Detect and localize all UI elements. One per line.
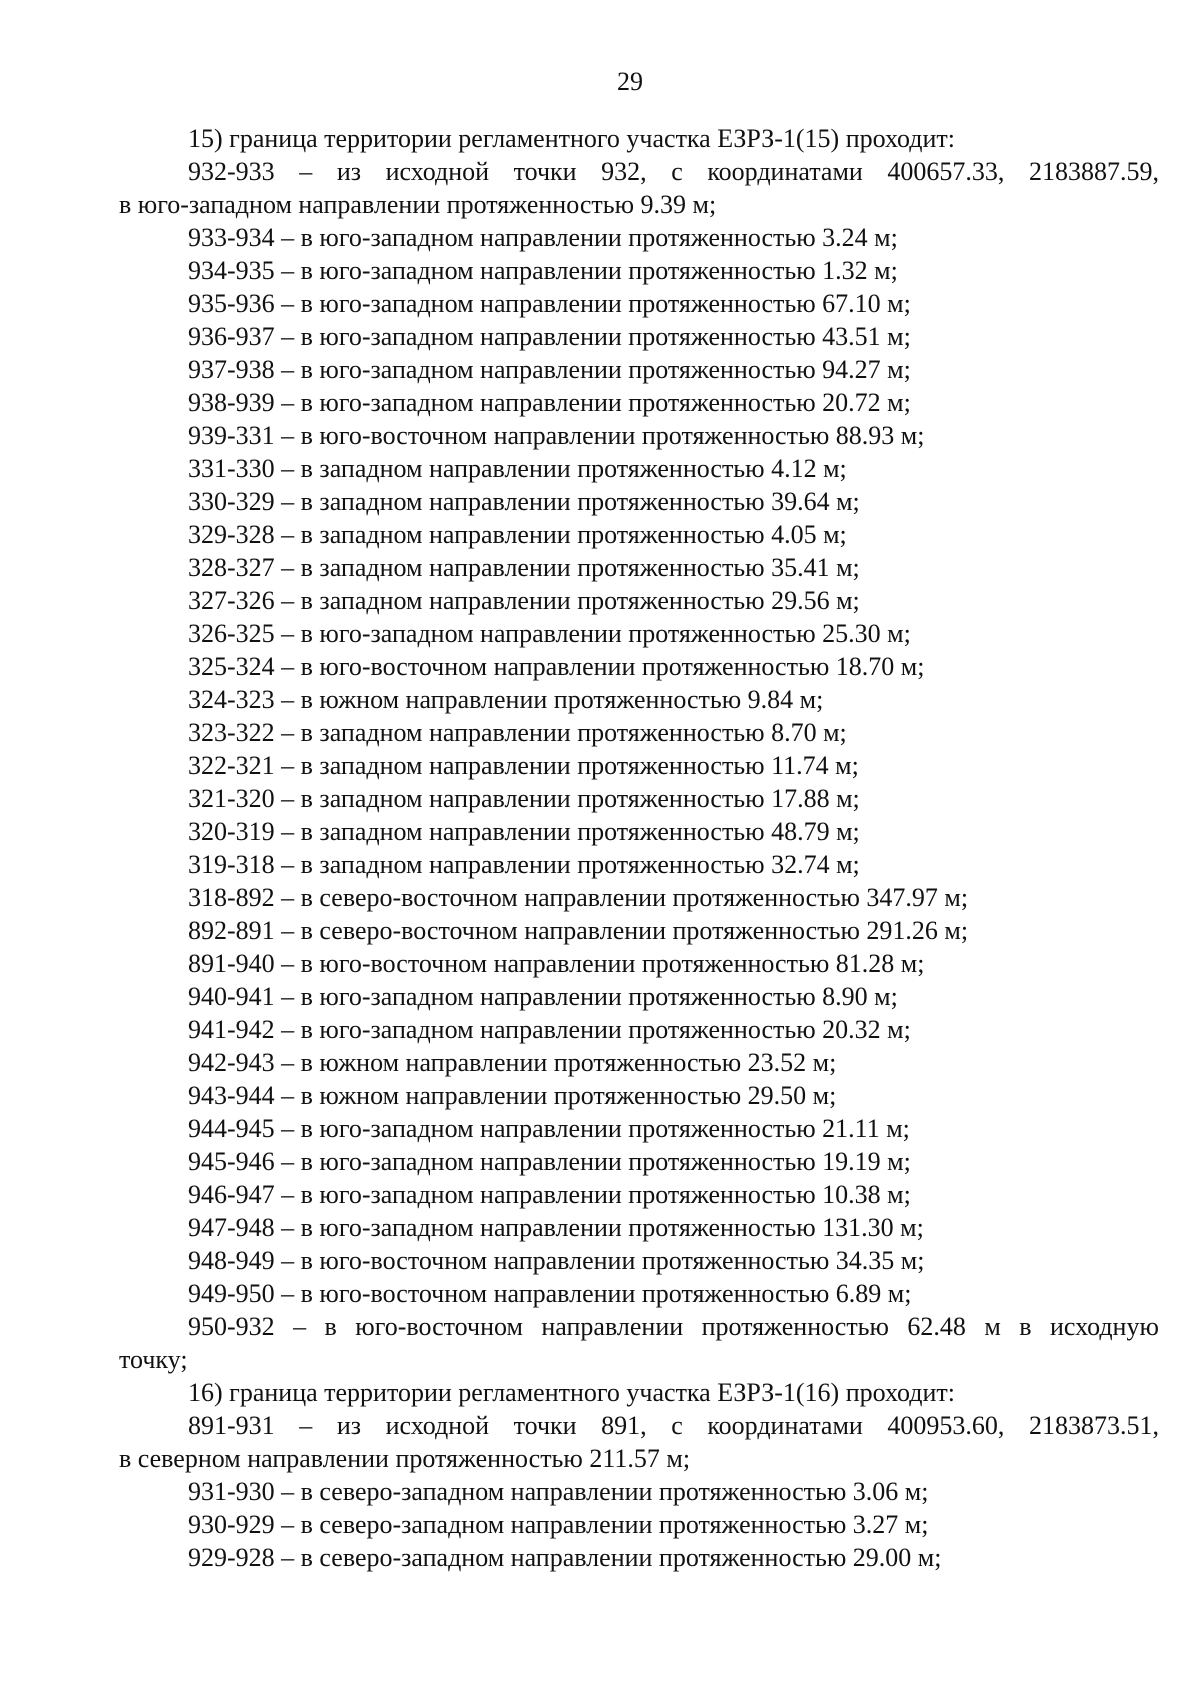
boundary-segment-line: 320-319 – в западном направлении протяженностью 48.79 м; — [188, 817, 860, 846]
word: в — [1019, 1312, 1032, 1341]
boundary-segment-line: 321-320 – в западном направлении протяженностью 17.88 м; — [188, 784, 860, 813]
word: точки — [513, 1411, 577, 1440]
boundary-segment-line: 938-939 – в юго-западном направлении протяженностью 20.72 м; — [188, 388, 911, 417]
word: направлении — [541, 1312, 684, 1341]
document-body — [119, 122, 1159, 1574]
word: – — [299, 157, 313, 186]
word: координатами — [707, 157, 863, 186]
boundary-segment-line: 941-942 – в юго-западном направлении протяженностью 20.32 м; — [188, 1015, 911, 1044]
boundary-segment-line: 891-940 – в юго-восточном направлении протяженностью 81.28 м; — [188, 949, 925, 978]
boundary-segment-line: 330-329 – в западном направлении протяженностью 39.64 м; — [188, 487, 860, 516]
section-15-first-segment — [119, 155, 1159, 188]
boundary-segment-line: 322-321 – в западном направлении протяженностью 11.74 м; — [188, 751, 859, 780]
word: 950-932 — [188, 1312, 275, 1341]
word: координатами — [707, 1411, 863, 1440]
word: исходную — [1049, 1312, 1159, 1341]
boundary-segment-line: 940-941 – в юго-западном направлении протяженностью 8.90 м; — [188, 982, 898, 1011]
boundary-segment-line: 319-318 – в западном направлении протяженностью 32.74 м; — [188, 850, 860, 879]
word: 891, — [601, 1411, 647, 1440]
word: 400953.60, — [887, 1411, 1005, 1440]
word: исходной — [385, 1411, 490, 1440]
word: в — [324, 1312, 337, 1341]
word: юго-восточном — [355, 1312, 523, 1341]
word: м — [984, 1312, 1001, 1341]
boundary-segment-line: 331-330 – в западном направлении протяженностью 4.12 м; — [188, 454, 847, 483]
boundary-segment-line: 948-949 – в юго-восточном направлении протяженностью 34.35 м; — [188, 1246, 925, 1275]
boundary-segment-line: 939-331 – в юго-восточном направлении протяженностью 88.93 м; — [188, 421, 925, 450]
boundary-segment-line: 949-950 – в юго-восточном направлении протяженностью 6.89 м; — [188, 1279, 912, 1308]
word: 2183873.51, — [1029, 1411, 1159, 1440]
section-16-segment-list — [119, 1475, 1159, 1574]
boundary-segment-line: 934-935 – в юго-западном направлении протяженностью 1.32 м; — [188, 256, 898, 285]
boundary-segment-line: 892-891 – в северо-восточном направлении протяженностью 291.26 м; — [188, 916, 969, 945]
word: с — [671, 1411, 683, 1440]
boundary-segment-line: 943-944 – в южном направлении протяженностью 29.50 м; — [188, 1081, 837, 1110]
word: 62.48 — [907, 1312, 966, 1341]
boundary-segment-line: 945-946 – в юго-западном направлении протяженностью 19.19 м; — [188, 1147, 911, 1176]
word: 400657.33, — [887, 157, 1005, 186]
word: – — [299, 1411, 313, 1440]
word: 932, — [601, 157, 647, 186]
page-number: 29 — [617, 67, 643, 96]
boundary-segment-line: 944-945 – в юго-западном направлении протяженностью 21.11 м; — [188, 1114, 910, 1143]
boundary-segment-line: 327-326 – в западном направлении протяженностью 29.56 м; — [188, 586, 860, 615]
word: 932-933 — [188, 157, 275, 186]
section-15-segment-list — [119, 221, 1159, 1310]
boundary-segment-line: 946-947 – в юго-западном направлении протяженностью 10.38 м; — [188, 1180, 911, 1209]
section-15-heading: 15) граница территории регламентного участка ЕЗРЗ-1(15) проходит: — [188, 124, 955, 153]
boundary-segment-line: 947-948 – в юго-западном направлении протяженностью 131.30 м; — [188, 1213, 924, 1242]
word: точки — [513, 157, 577, 186]
section-15-last-segment-continuation: точку; — [119, 1345, 188, 1374]
boundary-segment-line: 936-937 – в юго-западном направлении протяженностью 43.51 м; — [188, 322, 911, 351]
section-16-heading: 16) граница территории регламентного участка ЕЗРЗ-1(16) проходит: — [188, 1378, 955, 1407]
boundary-segment-line: 933-934 – в юго-западном направлении протяженностью 3.24 м; — [188, 223, 898, 252]
word: из — [336, 157, 362, 186]
boundary-segment-line: 324-323 – в южном направлении протяженностью 9.84 м; — [188, 685, 824, 714]
word: 2183887.59, — [1029, 157, 1159, 186]
boundary-segment-line: 328-327 – в западном направлении протяженностью 35.41 м; — [188, 553, 860, 582]
boundary-segment-line: 931-930 – в северо-западном направлении протяженностью 3.06 м; — [188, 1477, 929, 1506]
boundary-segment-line: 935-936 – в юго-западном направлении протяженностью 67.10 м; — [188, 289, 911, 318]
section-16-first-segment — [119, 1409, 1159, 1442]
word: 891-931 — [188, 1411, 275, 1440]
word: исходной — [385, 157, 490, 186]
section-16-first-segment-continuation: в северном направлении протяженностью 211.57 м; — [119, 1444, 691, 1473]
boundary-segment-line: 930-929 – в северо-западном направлении протяженностью 3.27 м; — [188, 1510, 929, 1539]
boundary-segment-line: 318-892 – в северо-восточном направлении протяженностью 347.97 м; — [188, 883, 969, 912]
section-15-first-segment-continuation: в юго-западном направлении протяженностью 9.39 м; — [119, 190, 717, 219]
section-15-last-segment — [119, 1310, 1159, 1343]
boundary-segment-line: 937-938 – в юго-западном направлении протяженностью 94.27 м; — [188, 355, 911, 384]
word: с — [671, 157, 683, 186]
boundary-segment-line: 929-928 – в северо-западном направлении протяженностью 29.00 м; — [188, 1543, 942, 1572]
boundary-segment-line: 323-322 – в западном направлении протяженностью 8.70 м; — [188, 718, 847, 747]
boundary-segment-line: 942-943 – в южном направлении протяженностью 23.52 м; — [188, 1048, 837, 1077]
boundary-segment-line: 329-328 – в западном направлении протяженностью 4.05 м; — [188, 520, 847, 549]
word: из — [336, 1411, 362, 1440]
boundary-segment-line: 326-325 – в юго-западном направлении протяженностью 25.30 м; — [188, 619, 911, 648]
word: – — [293, 1312, 307, 1341]
boundary-segment-line: 325-324 – в юго-восточном направлении протяженностью 18.70 м; — [188, 652, 925, 681]
word: протяженностью — [701, 1312, 889, 1341]
